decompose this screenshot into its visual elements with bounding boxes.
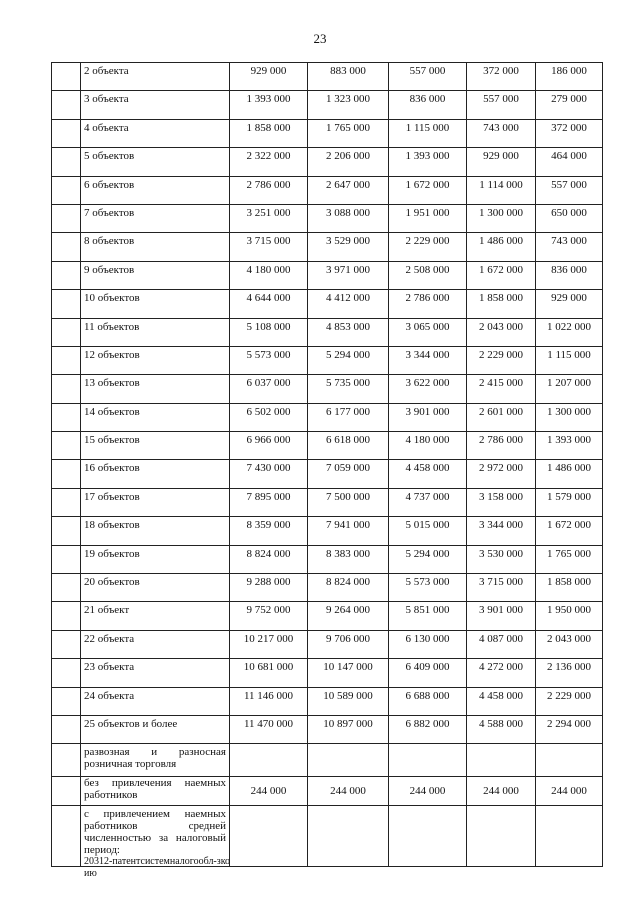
- value-cell: 2 786 000: [389, 290, 467, 318]
- value-cell: 743 000: [467, 119, 536, 147]
- value-cell: 4 180 000: [230, 261, 308, 289]
- value-cell: 11 470 000: [230, 715, 308, 743]
- value-cell: 6 688 000: [389, 687, 467, 715]
- row-label: 3 объекта: [81, 91, 230, 119]
- index-cell: [52, 517, 81, 545]
- table-row: [52, 63, 603, 91]
- value-cell: 1 858 000: [536, 574, 603, 602]
- value-cell: 10 589 000: [308, 687, 389, 715]
- value-cell: 3 088 000: [308, 204, 389, 232]
- value-cell: 1 115 000: [536, 346, 603, 374]
- value-cell: 2 229 000: [536, 687, 603, 715]
- value-cell: 11 146 000: [230, 687, 308, 715]
- value-cell: 2 508 000: [389, 261, 467, 289]
- value-cell: 1 486 000: [536, 460, 603, 488]
- table-row: [52, 659, 603, 687]
- value-cell: [467, 744, 536, 777]
- value-cell: 279 000: [536, 91, 603, 119]
- value-cell: 9 752 000: [230, 602, 308, 630]
- row-label: 20 объектов: [81, 574, 230, 602]
- value-cell: [389, 744, 467, 777]
- index-cell: [52, 630, 81, 658]
- row-label: 7 объектов: [81, 204, 230, 232]
- value-cell: 8 359 000: [230, 517, 308, 545]
- value-cell: 3 530 000: [467, 545, 536, 573]
- table-row: [52, 204, 603, 232]
- row-label: 6 объектов: [81, 176, 230, 204]
- value-cell: 2 043 000: [467, 318, 536, 346]
- row-label: без привлечения наемных работников: [81, 777, 230, 806]
- index-cell: [52, 545, 81, 573]
- value-cell: 3 901 000: [467, 602, 536, 630]
- value-cell: 2 972 000: [467, 460, 536, 488]
- value-cell: 6 882 000: [389, 715, 467, 743]
- table-row: [52, 687, 603, 715]
- value-cell: 8 824 000: [230, 545, 308, 573]
- value-cell: 244 000: [308, 777, 389, 806]
- value-cell: 3 158 000: [467, 488, 536, 516]
- value-cell: 4 272 000: [467, 659, 536, 687]
- document-footer: [84, 856, 230, 880]
- value-cell: 1 765 000: [536, 545, 603, 573]
- value-cell: 5 294 000: [308, 346, 389, 374]
- value-cell: 3 251 000: [230, 204, 308, 232]
- value-cell: 2 229 000: [467, 346, 536, 374]
- row-label: 13 объектов: [81, 375, 230, 403]
- value-cell: 1 951 000: [389, 204, 467, 232]
- value-cell: 1 207 000: [536, 375, 603, 403]
- value-cell: 3 715 000: [467, 574, 536, 602]
- value-cell: 929 000: [536, 290, 603, 318]
- row-label: 11 объектов: [81, 318, 230, 346]
- value-cell: 1 579 000: [536, 488, 603, 516]
- value-cell: 1 114 000: [467, 176, 536, 204]
- value-cell: [230, 806, 308, 867]
- page-number: 23: [313, 31, 327, 46]
- table-row: [52, 517, 603, 545]
- value-cell: 2 294 000: [536, 715, 603, 743]
- table-row: [52, 290, 603, 318]
- value-cell: 1 672 000: [536, 517, 603, 545]
- value-cell: 5 108 000: [230, 318, 308, 346]
- value-cell: 2 136 000: [536, 659, 603, 687]
- value-cell: [536, 806, 603, 867]
- row-label: 9 объектов: [81, 261, 230, 289]
- table-row: [52, 346, 603, 374]
- value-cell: 9 288 000: [230, 574, 308, 602]
- row-label: 15 объектов: [81, 432, 230, 460]
- value-cell: 7 895 000: [230, 488, 308, 516]
- value-cell: 929 000: [467, 148, 536, 176]
- index-cell: [52, 91, 81, 119]
- value-cell: 836 000: [389, 91, 467, 119]
- value-cell: 1 393 000: [536, 432, 603, 460]
- value-cell: 5 573 000: [230, 346, 308, 374]
- value-cell: 8 383 000: [308, 545, 389, 573]
- value-cell: 883 000: [308, 63, 389, 91]
- value-cell: 9 264 000: [308, 602, 389, 630]
- value-cell: 650 000: [536, 204, 603, 232]
- table-row: [52, 91, 603, 119]
- row-label: 12 объектов: [81, 346, 230, 374]
- table-row: [52, 318, 603, 346]
- index-cell: [52, 119, 81, 147]
- table-row-bez-rabotnikov: [52, 777, 603, 806]
- table-row: [52, 630, 603, 658]
- value-cell: 557 000: [536, 176, 603, 204]
- value-cell: 3 971 000: [308, 261, 389, 289]
- row-label: развозная и разносная розничная торговля: [81, 744, 230, 777]
- value-cell: 7 941 000: [308, 517, 389, 545]
- row-label: 24 объекта: [81, 687, 230, 715]
- value-cell: 4 458 000: [389, 460, 467, 488]
- value-cell: 1 672 000: [389, 176, 467, 204]
- table-row: [52, 119, 603, 147]
- index-cell: [52, 574, 81, 602]
- value-cell: 836 000: [536, 261, 603, 289]
- value-cell: 1 300 000: [536, 403, 603, 431]
- value-cell: 6 037 000: [230, 375, 308, 403]
- value-cell: 3 901 000: [389, 403, 467, 431]
- value-cell: 3 344 000: [389, 346, 467, 374]
- row-label: 16 объектов: [81, 460, 230, 488]
- row-label: 18 объектов: [81, 517, 230, 545]
- index-cell: [52, 744, 81, 777]
- table-row: [52, 375, 603, 403]
- row-label: 10 объектов: [81, 290, 230, 318]
- value-cell: 3 622 000: [389, 375, 467, 403]
- value-cell: 244 000: [389, 777, 467, 806]
- value-cell: 5 573 000: [389, 574, 467, 602]
- value-cell: 743 000: [536, 233, 603, 261]
- index-cell: [52, 806, 81, 867]
- value-cell: 4 644 000: [230, 290, 308, 318]
- value-cell: 372 000: [467, 63, 536, 91]
- row-label: 21 объект: [81, 602, 230, 630]
- index-cell: [52, 460, 81, 488]
- value-cell: 4 588 000: [467, 715, 536, 743]
- value-cell: 4 180 000: [389, 432, 467, 460]
- table-row: [52, 488, 603, 516]
- value-cell: 929 000: [230, 63, 308, 91]
- value-cell: 4 087 000: [467, 630, 536, 658]
- table-row: [52, 176, 603, 204]
- value-cell: 10 897 000: [308, 715, 389, 743]
- index-cell: [52, 204, 81, 232]
- value-cell: 244 000: [230, 777, 308, 806]
- value-cell: 3 529 000: [308, 233, 389, 261]
- index-cell: [52, 346, 81, 374]
- value-cell: 1 858 000: [230, 119, 308, 147]
- value-cell: 1 393 000: [389, 148, 467, 176]
- value-cell: 557 000: [389, 63, 467, 91]
- row-label: 8 объектов: [81, 233, 230, 261]
- value-cell: 186 000: [536, 63, 603, 91]
- value-cell: 4 737 000: [389, 488, 467, 516]
- row-label: 14 объектов: [81, 403, 230, 431]
- value-cell: 10 217 000: [230, 630, 308, 658]
- value-cell: 8 824 000: [308, 574, 389, 602]
- value-cell: 4 853 000: [308, 318, 389, 346]
- value-cell: 7 059 000: [308, 460, 389, 488]
- value-cell: 2 647 000: [308, 176, 389, 204]
- value-cell: 1 672 000: [467, 261, 536, 289]
- table-row: [52, 460, 603, 488]
- index-cell: [52, 659, 81, 687]
- index-cell: [52, 176, 81, 204]
- value-cell: 5 015 000: [389, 517, 467, 545]
- value-cell: 1 950 000: [536, 602, 603, 630]
- value-cell: 372 000: [536, 119, 603, 147]
- table-row: [52, 715, 603, 743]
- value-cell: 2 043 000: [536, 630, 603, 658]
- value-cell: 2 206 000: [308, 148, 389, 176]
- value-cell: 5 851 000: [389, 602, 467, 630]
- row-label: 23 объекта: [81, 659, 230, 687]
- value-cell: [308, 744, 389, 777]
- value-cell: 7 500 000: [308, 488, 389, 516]
- row-label: 5 объектов: [81, 148, 230, 176]
- tax-table: [51, 62, 603, 867]
- footer-line: ию: [84, 868, 97, 879]
- value-cell: [230, 744, 308, 777]
- row-label: 25 объектов и более: [81, 715, 230, 743]
- value-cell: 2 322 000: [230, 148, 308, 176]
- row-label: 17 объектов: [81, 488, 230, 516]
- index-cell: [52, 777, 81, 806]
- value-cell: 6 409 000: [389, 659, 467, 687]
- value-cell: 6 130 000: [389, 630, 467, 658]
- index-cell: [52, 63, 81, 91]
- row-label: 2 объекта: [81, 63, 230, 91]
- value-cell: 5 735 000: [308, 375, 389, 403]
- value-cell: 2 786 000: [467, 432, 536, 460]
- value-cell: 5 294 000: [389, 545, 467, 573]
- table-row: [52, 432, 603, 460]
- index-cell: [52, 687, 81, 715]
- value-cell: 6 177 000: [308, 403, 389, 431]
- value-cell: 4 412 000: [308, 290, 389, 318]
- value-cell: [389, 806, 467, 867]
- table-row: [52, 545, 603, 573]
- value-cell: [308, 806, 389, 867]
- value-cell: 464 000: [536, 148, 603, 176]
- value-cell: 1 858 000: [467, 290, 536, 318]
- index-cell: [52, 432, 81, 460]
- value-cell: 1 486 000: [467, 233, 536, 261]
- value-cell: 1 300 000: [467, 204, 536, 232]
- value-cell: 1 022 000: [536, 318, 603, 346]
- table-row: [52, 602, 603, 630]
- value-cell: 2 601 000: [467, 403, 536, 431]
- value-cell: 1 393 000: [230, 91, 308, 119]
- index-cell: [52, 233, 81, 261]
- index-cell: [52, 602, 81, 630]
- table-row: [52, 148, 603, 176]
- value-cell: 2 229 000: [389, 233, 467, 261]
- table-row: [52, 233, 603, 261]
- index-cell: [52, 318, 81, 346]
- table-row: [52, 574, 603, 602]
- index-cell: [52, 375, 81, 403]
- table-row: [52, 261, 603, 289]
- index-cell: [52, 403, 81, 431]
- value-cell: 9 706 000: [308, 630, 389, 658]
- value-cell: 3 344 000: [467, 517, 536, 545]
- value-cell: 6 618 000: [308, 432, 389, 460]
- index-cell: [52, 715, 81, 743]
- index-cell: [52, 488, 81, 516]
- value-cell: 10 147 000: [308, 659, 389, 687]
- value-cell: 10 681 000: [230, 659, 308, 687]
- value-cell: 4 458 000: [467, 687, 536, 715]
- value-cell: 3 065 000: [389, 318, 467, 346]
- value-cell: 2 786 000: [230, 176, 308, 204]
- value-cell: 6 502 000: [230, 403, 308, 431]
- row-label: 19 объектов: [81, 545, 230, 573]
- value-cell: 557 000: [467, 91, 536, 119]
- value-cell: 6 966 000: [230, 432, 308, 460]
- row-label: с привлечением наемных работников средней численностью за налоговый период:: [81, 806, 230, 867]
- value-cell: 1 115 000: [389, 119, 467, 147]
- footer-line: 20312-патентсистемналогообл-зко: [84, 856, 231, 867]
- index-cell: [52, 290, 81, 318]
- table-row: [52, 403, 603, 431]
- value-cell: 7 430 000: [230, 460, 308, 488]
- value-cell: [536, 744, 603, 777]
- value-cell: [467, 806, 536, 867]
- value-cell: 2 415 000: [467, 375, 536, 403]
- value-cell: 244 000: [536, 777, 603, 806]
- row-label: 22 объекта: [81, 630, 230, 658]
- index-cell: [52, 261, 81, 289]
- table-row-razvoznaya: [52, 744, 603, 777]
- value-cell: 3 715 000: [230, 233, 308, 261]
- index-cell: [52, 148, 81, 176]
- value-cell: 1 323 000: [308, 91, 389, 119]
- value-cell: 244 000: [467, 777, 536, 806]
- row-label: 4 объекта: [81, 119, 230, 147]
- value-cell: 1 765 000: [308, 119, 389, 147]
